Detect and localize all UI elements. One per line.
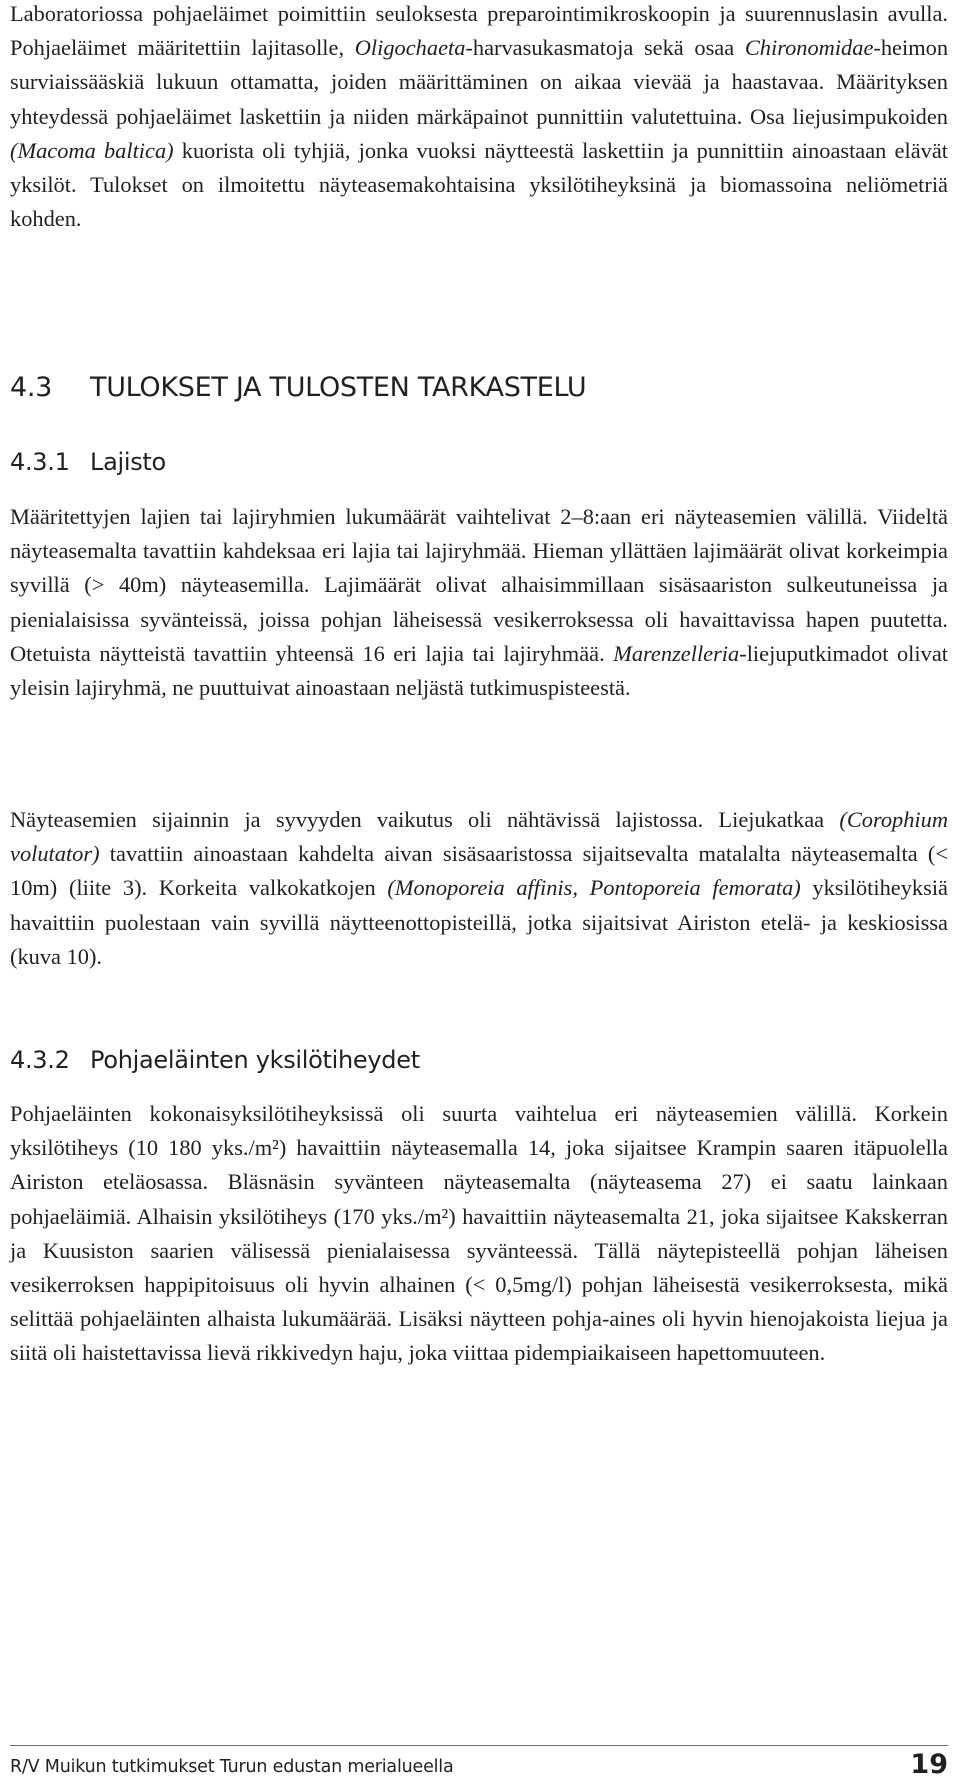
subsection-title: Pohjaeläinten yksilötiheydet [90,1046,420,1074]
intro-paragraph [10,0,948,236]
intro-text-4: kuorista oli tyhjiä, jonka vuoksi näytteestä laskettiin ja punnittiin ainoastaan elävät yksilöt. Tulokset on ilmoitettu näyteasemakohtaisina yksilötiheyksinä ja biomassoina neliömetriä kohden. [10,137,948,232]
lajisto-paragraph-2-block [10,803,948,974]
lajisto-p1-text-2: -liejuputkimadot olivat yleisin lajiryhmä, ne puuttuivat ainoastaan neljästä tutkimuspisteestä. [10,640,948,701]
intro-text-3: -heimon surviaissääskiä lukuun ottamatta, joiden määrittäminen on aikaa vievää ja haastavaa. Määrityksen yhteydessä pohjaeläimet laskettiin ja niiden märkäpainot punnittiin valutettuina. Osa liejusimpukoiden [10,35,949,129]
lajisto-p2-text-3: yksilötiheyksiä havaittiin puolestaan vain syvillä näytteenottopisteillä, jotka sijaitsivat Airiston etelä- ja keskiosissa (kuva 10). [10,875,948,969]
lajisto-p2-text-2: tavattiin ainoastaan kahdelta aivan sisäsaaristossa sijaitsevalta matalalta näyteasemalta (< 10m) (liite 3). Korkeita valkokatkojen [10,841,948,901]
footer-publication-title: R/V Muikun tutkimukset Turun edustan merialueella [10,1757,454,1777]
taxon-chironomidae: Chironomidae [744,35,874,61]
subsection-number: 4.3.2 [10,1046,70,1074]
subsection-title: Lajisto [90,448,166,476]
document-page [10,0,949,1366]
taxon-corophium-volutator: (Corophium volutator) [10,807,948,867]
section-number: 4.3 [10,372,53,403]
page-number: 19 [910,1749,948,1780]
lajisto-paragraph-2 [10,803,948,974]
taxon-marenzelleria: Marenzelleria [613,640,740,666]
subsection-heading-lajisto [10,448,166,476]
footer-divider [10,1745,948,1746]
yksilotiheydet-paragraph-block [10,1097,948,1371]
lajisto-paragraph-1 [10,500,948,705]
yksilotiheydet-paragraph: Pohjaeläinten kokonaisyksilötiheyksissä oli suurta vaihtelua eri näyteasemien välillä. Korkein yksilötiheys (10 180 yks./m²) havaittiin näyteasemalla 14, joka sijaitsee Krampin saaren itäpuolella Airiston eteläosassa. Bläsnäsin syvänteen näyteasemalta (näyteasema 27) ei saatu lainkaan pohjaeläimiä. Alhaisin yksilötiheys (170 yks./m²) havaittiin näyteasemalta 21, joka sijaitsee Kakskerran ja Kuusiston saarien välisessä pienialaisessa syvänteessä. Tällä näytepisteellä pohjan läheisen vesikerroksen happipitoisuus oli hyvin alhainen (< 0,5mg/l) pohjan läheisestä vesikerroksesta, mikä selittää pohjaeläinten alhaista lukumäärää. Lisäksi näytteen pohja-aines oli hyvin hienojakoista liejua ja siitä oli haistettavissa lievä rikkivedyn haju, joka viittaa pidempiaikaiseen hapettomuuteen. [10,1101,948,1366]
section-heading-4-3 [10,372,586,403]
lajisto-paragraph-1-block [10,500,948,705]
subsection-heading-yksilotiheydet [10,1046,420,1074]
taxon-macoma-baltica: (Macoma baltica) [10,137,174,163]
intro-text-2: -harvasukasmatoja sekä osaa [465,35,745,61]
subsection-number: 4.3.1 [10,448,70,476]
page-footer [10,1745,948,1781]
lajisto-p2-text-1: Näyteasemien sijainnin ja syvyyden vaikutus oli nähtävissä lajistossa. Liejukatkaa [10,807,840,832]
lajisto-p1-text-1: Määritettyjen lajien tai lajiryhmien lukumäärät vaihtelivat 2–8:aan eri näyteasemien välillä. Viideltä näyteasemalta tavattiin kahdeksaa eri lajia tai lajiryhmää. Hieman yllättäen lajimäärät olivat korkeimpia syvillä (> 40m) näyteasemilla. Lajimäärät olivat alhaisimmillaan sisäsaariston sulkeutuneissa ja pienialaisissa syvänteissä, joissa pohjan läheisessä vesikerroksessa oli havaittavissa hapen puutetta. Otetuista näytteistä tavattiin yhteensä 16 eri lajia tai lajiryhmää. [10,504,948,666]
taxon-oligochaeta: Oligochaeta [354,35,466,61]
taxon-monoporeia-pontoporeia: (Monoporeia affinis, Pontoporeia femorata) [387,875,801,901]
section-title: TULOKSET JA TULOSTEN TARKASTELU [90,372,587,403]
intro-text-1: Laboratoriossa pohjaeläimet poimittiin seuloksesta preparointimikroskoopin ja suurennuslasin avulla. Pohjaeläimet määritettiin lajitasolle, [10,1,948,61]
